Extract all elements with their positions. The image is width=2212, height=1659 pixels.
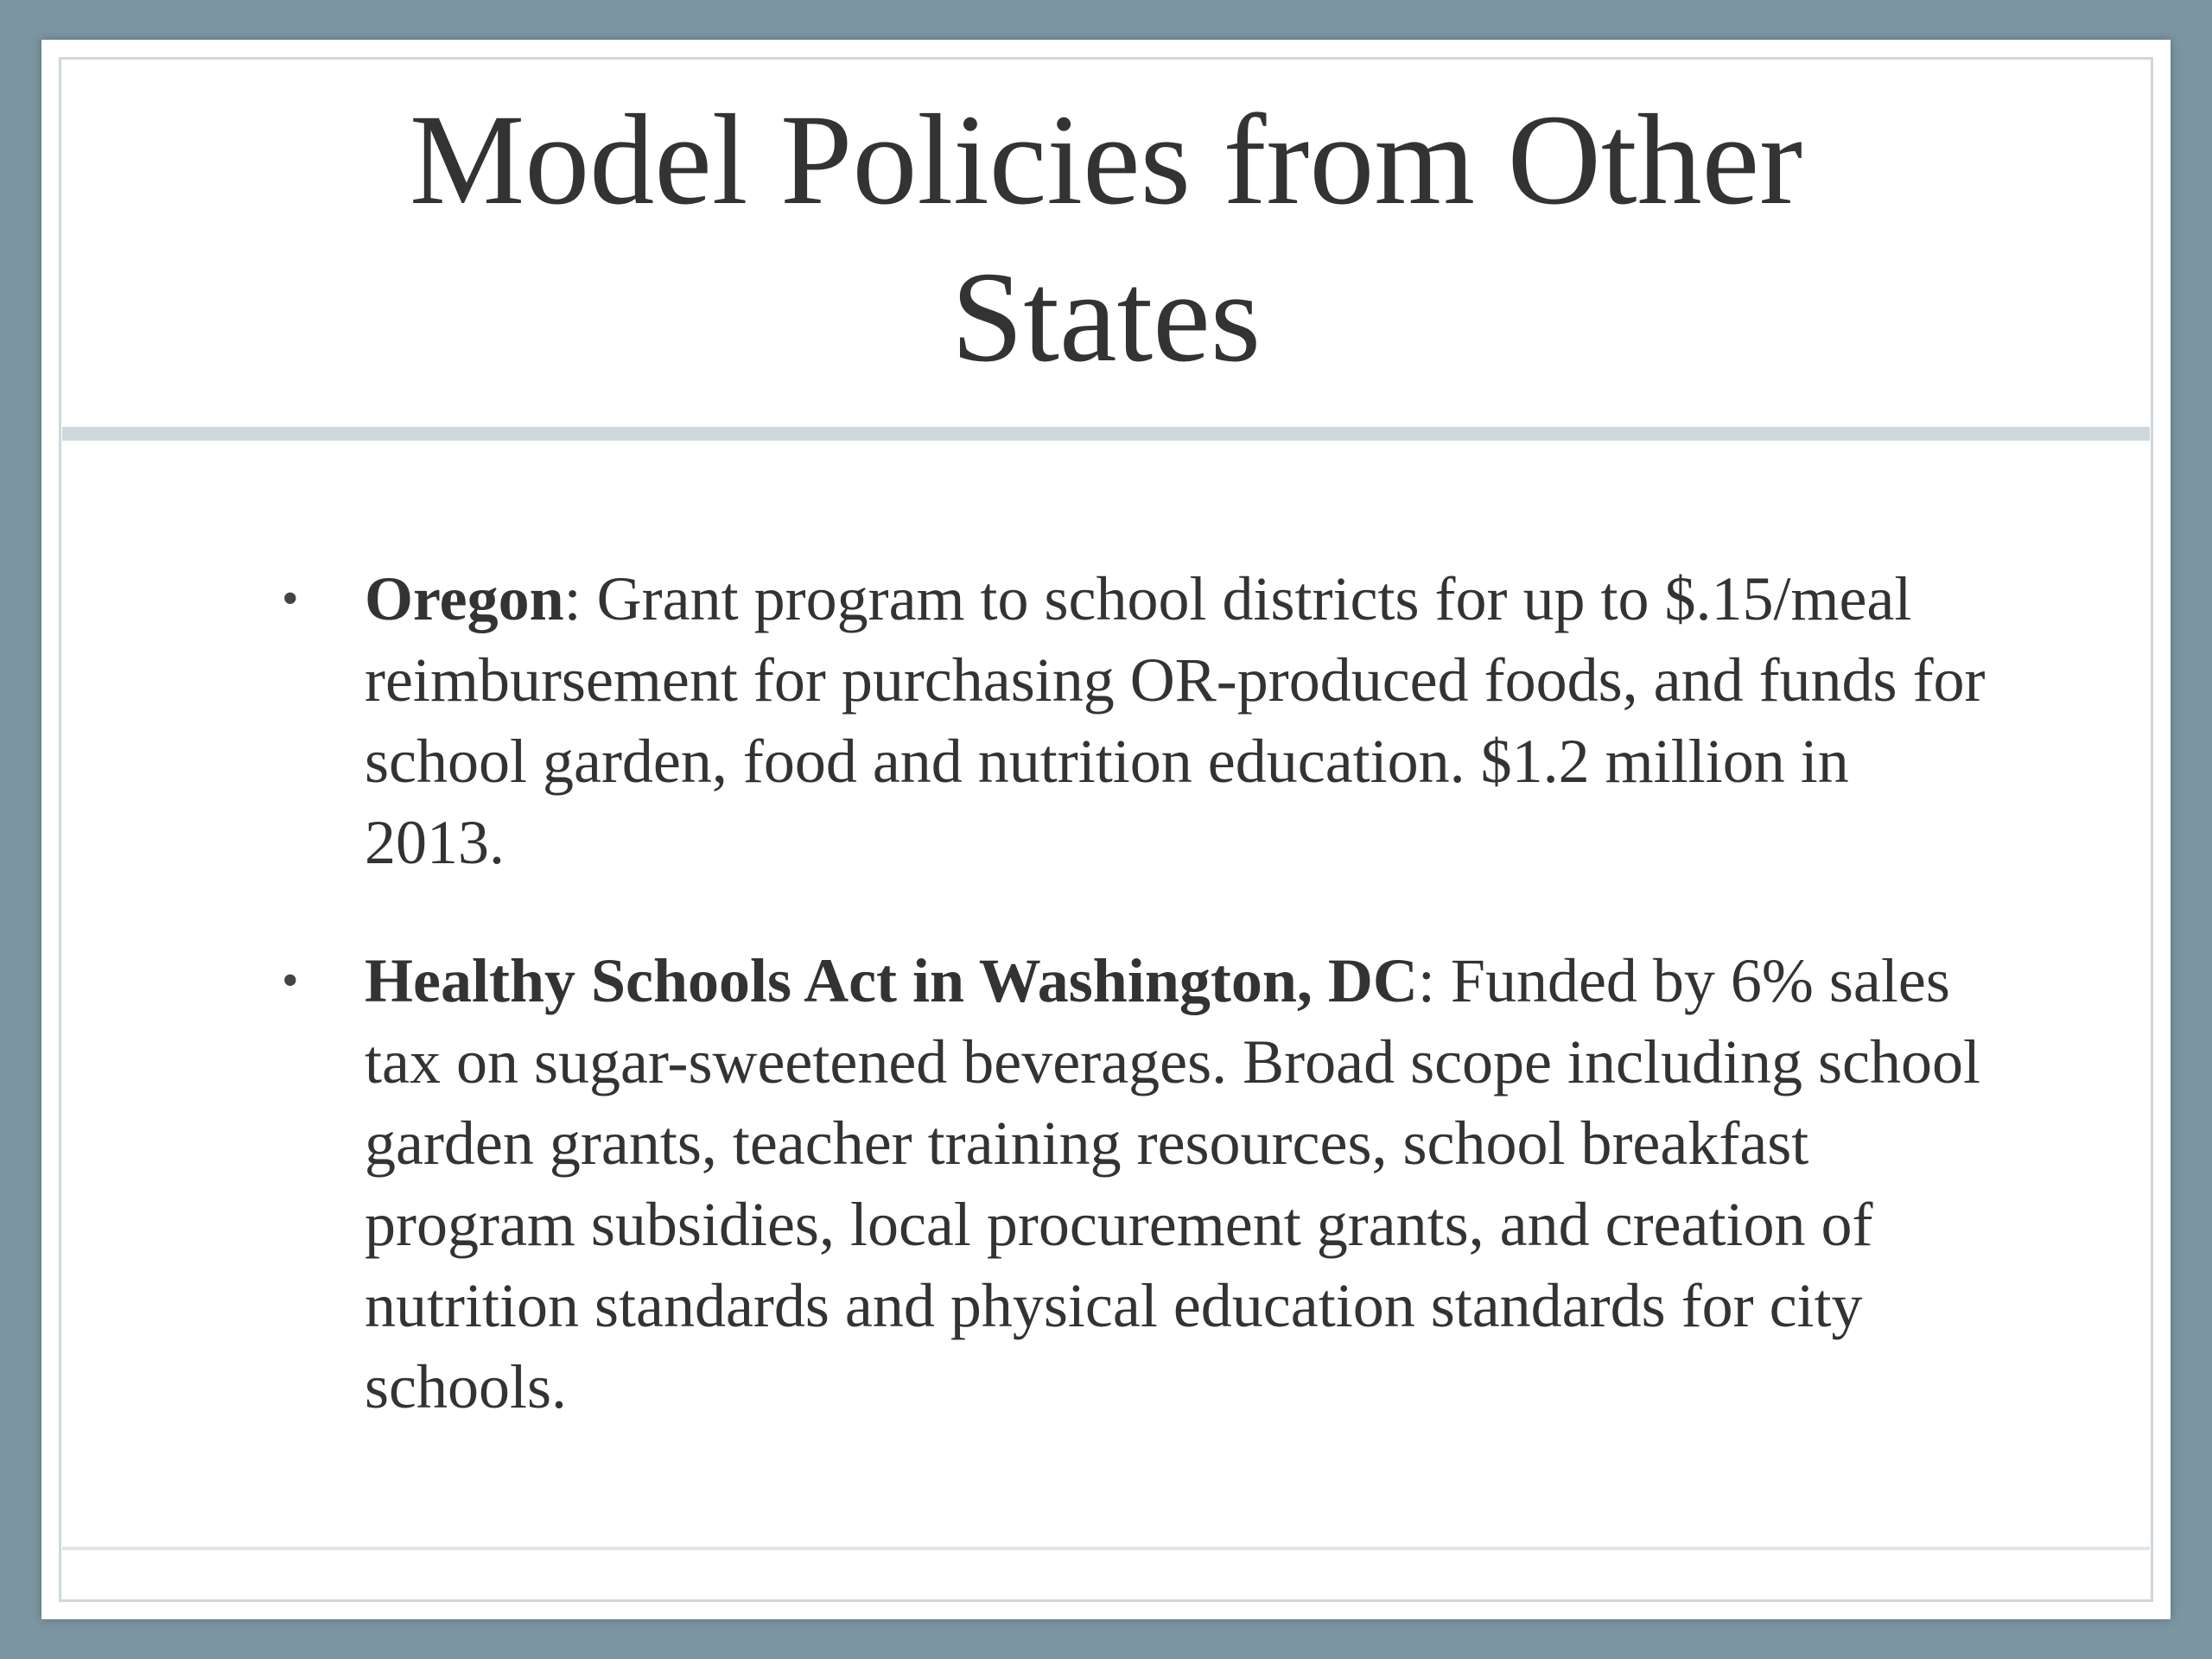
bullet-lead-oregon: Oregon [365, 564, 564, 633]
bullet-list [237, 558, 1999, 1427]
bullet-text-washington-dc: : Funded by 6% sales tax on sugar-sweetened beverages. Broad scope including school garden grants, teacher training resources, school breakfast program subsidies, local procurement grants, and creation of nutrition standards and physical education standards for city schools. [365, 946, 1980, 1421]
bullet-item-oregon [237, 558, 1999, 883]
bullet-icon: • [282, 954, 299, 1007]
slide [41, 40, 2171, 1619]
slide-title: Model Policies from Other States [409, 88, 1803, 389]
bullet-text-oregon: : Grant program to school districts for up to $.15/meal reimbursement for purchasing OR-produced foods, and funds for school garden, food and nutrition education. $1.2 million in 2013. [365, 564, 1986, 877]
bullet-item-washington-dc [237, 940, 1999, 1427]
footer-divider [62, 1547, 2150, 1550]
slide-content [237, 558, 1999, 1484]
title-divider [62, 427, 2150, 441]
bullet-lead-washington-dc: Healthy Schools Act in Washington, DC [365, 946, 1418, 1015]
title-area [62, 66, 2150, 411]
bullet-icon: • [282, 572, 299, 626]
